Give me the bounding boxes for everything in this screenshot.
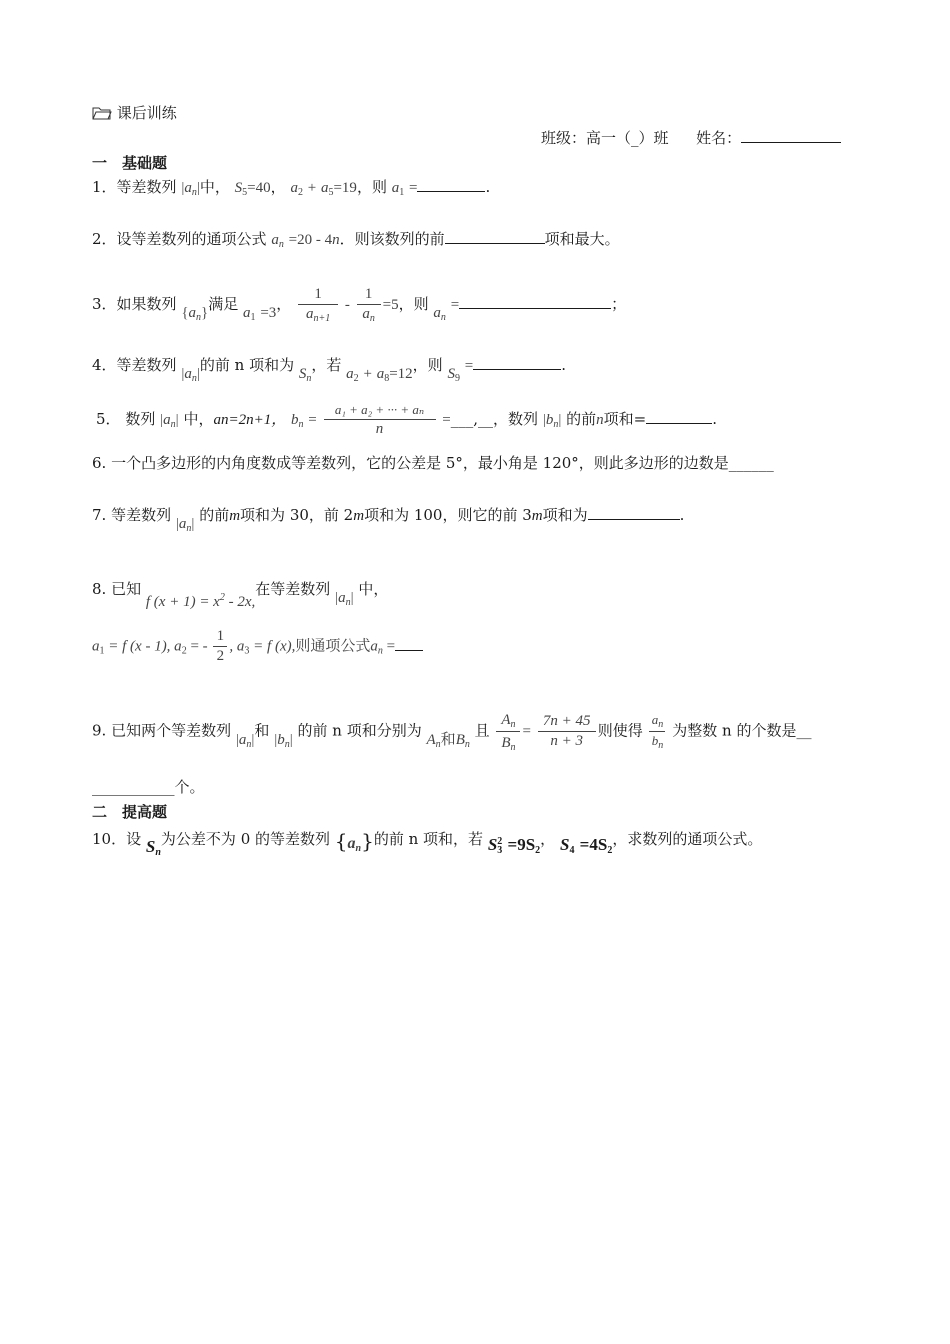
question-8-line-1: 8. 已知 f $(x + 1) = x^2 - 2x$,在等差数列 $|a_n|$ 中， (92, 580, 389, 610)
answer-blank-9[interactable]: 为整数 n 的个数是__ (672, 721, 812, 740)
question-6: 6. 一个凸多边形的内角度数成等差数列，它的公差是 5°，最小角是 120°，则此多边形的边数是______ (92, 454, 774, 472)
name-blank[interactable] (741, 141, 841, 143)
question-5: 5． 数列 $|a_n|$ 中，an=2n+1， $b_n$ = $\frac{\text{a₁ + a₂ + ··· + aₙ}}{n}$ =___,__，数列 $|b_n|$ 的前n项和= . (96, 402, 718, 437)
class-label: 班级：高一（ (541, 129, 632, 147)
answer-blank-7[interactable] (588, 518, 680, 520)
class-blank[interactable]: _ (631, 129, 639, 147)
section-basic-heading: 一 基础题 (92, 154, 168, 172)
question-2: 2．设等差数列的通项公式 $a_n =20 - 4n$．则该数列的前 项和最大。 (92, 230, 620, 250)
answer-blank-5b[interactable] (646, 422, 712, 424)
question-3: 3．如果数列 $\{a_n\}$满足 $a_1 =3$， $\frac{1}{a_{n+1}}$ - $\frac{1}{a_n}$ =5，则 $a_n$ = ； (92, 286, 627, 324)
answer-blank-5a[interactable]: ___,__ (450, 410, 494, 428)
question-7: 7. 等差数列 $|a_n|$ 的前m项和为 30，前 2m项和为 100，则它的前 3m项和为 . (92, 506, 685, 534)
answer-blank-8[interactable] (395, 649, 423, 651)
answer-blank-3[interactable] (459, 307, 611, 309)
class-suffix: ）班 (638, 129, 669, 147)
question-10: 10．设 $S_n$为公差不为 0 的等差数列 $\{a_n\}$的前 n 项和，若 $S_3^2 =9S_2$， $S_4 =4S_2$，求数列的通项公式。 (92, 829, 763, 858)
student-info (541, 127, 841, 148)
question-1: 1．等差数列 $|a_n|$中， $S_5=40$， $a_2 + a_5=19$，则 $a_1$ = . (92, 178, 491, 198)
name-label: 姓名： (696, 129, 742, 147)
question-9-line-2: ___________个。 (92, 778, 205, 796)
section-advanced-heading: 二 提高题 (92, 803, 168, 821)
answer-blank-4[interactable] (473, 368, 561, 370)
answer-blank-1[interactable] (417, 190, 485, 192)
folder-icon (92, 106, 112, 120)
question-8-line-2: $a_1 = f$ (x - 1), $a_2$ = - $\frac{1}{2}$ , $a_3 = f$ (x),则通项公式$a_n$ = (92, 628, 423, 665)
header-title-row (92, 102, 177, 123)
question-9: 9. 已知两个等差数列 $|a_n|$和 $|b_n|$ 的前 n 项和分别为 $A_n$和$B_n$ 且 $\frac{A_n}{B_n}$ = $\frac{7n + 45}{n + 3}$ 则使得 $\frac{a_n}{b_n}$ 为整数 n 的个数是__ (92, 712, 812, 753)
answer-blank-2[interactable] (445, 242, 545, 244)
seq-an: $|a_n|$ (181, 180, 200, 198)
header-title: 课后训练 (116, 104, 177, 122)
question-4: 4．等差数列 $|a_n|$的前 n 项和为 $S_n$，若 $a_2 + a_8=12$，则 $S_9$ = . (92, 356, 566, 384)
